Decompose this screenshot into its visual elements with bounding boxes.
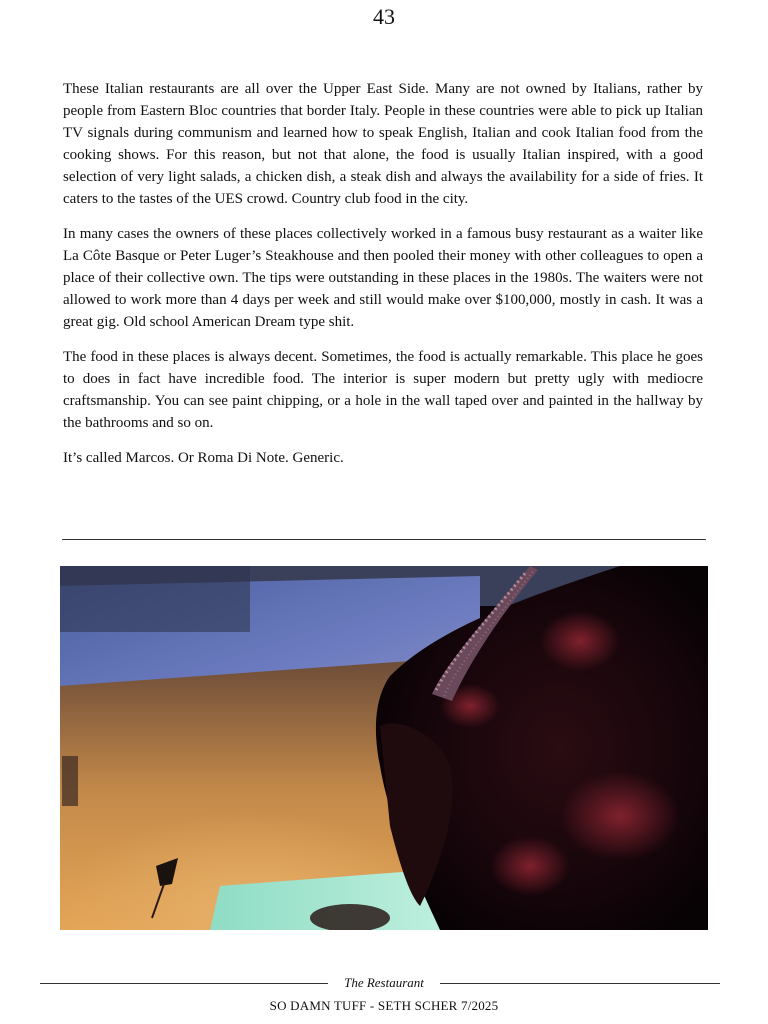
footer-rule-right xyxy=(440,983,720,984)
paragraph: In many cases the owners of these places collectively worked in a famous busy restaurant as a waiter like La Côte Basque or Peter Luger’s Steakhouse and then pooled their money with other colleagues to open a place of their collective own. The tips were outstanding in these places in the 1980s. The waiters were not allowed to work more than 4 days per week and still would make over $100,000, mostly in cash. It was a great gig. Old school American Dream type shit. xyxy=(63,226,703,330)
article-body xyxy=(63,78,703,469)
paragraph: It’s called Marcos. Or Roma Di Note. Generic. xyxy=(63,450,344,466)
section-divider xyxy=(62,539,706,540)
page-number: 43 xyxy=(373,4,395,29)
footer-credit: SO DAMN TUFF - SETH SCHER 7/2025 xyxy=(269,998,499,1013)
restaurant-photo xyxy=(60,566,708,930)
footer-rule-left xyxy=(40,983,328,984)
paragraph: The food in these places is always decent. Sometimes, the food is actually remarkable. This place he goes to does in fact have incredible food. The interior is super modern but pretty ugly with mediocre craftsmanship. You can see paint chipping, or a hole in the wall taped over and painted in the hallway by the bathrooms and so on. xyxy=(63,349,703,431)
paragraph: These Italian restaurants are all over the Upper East Side. Many are not owned by Italians, rather by people from Eastern Bloc countries that border Italy. People in these countries were able to pick up Italian TV signals during communism and learned how to speak English, Italian and cook Italian food from the cooking shows. For this reason, but not that alone, the food is usually Italian inspired, with a good selection of very light salads, a chicken dish, a steak dish and always the availability for a side of fries. It caters to the tastes of the UES crowd. Country club food in the city. xyxy=(63,81,703,207)
footer-title: The Restaurant xyxy=(344,975,424,990)
